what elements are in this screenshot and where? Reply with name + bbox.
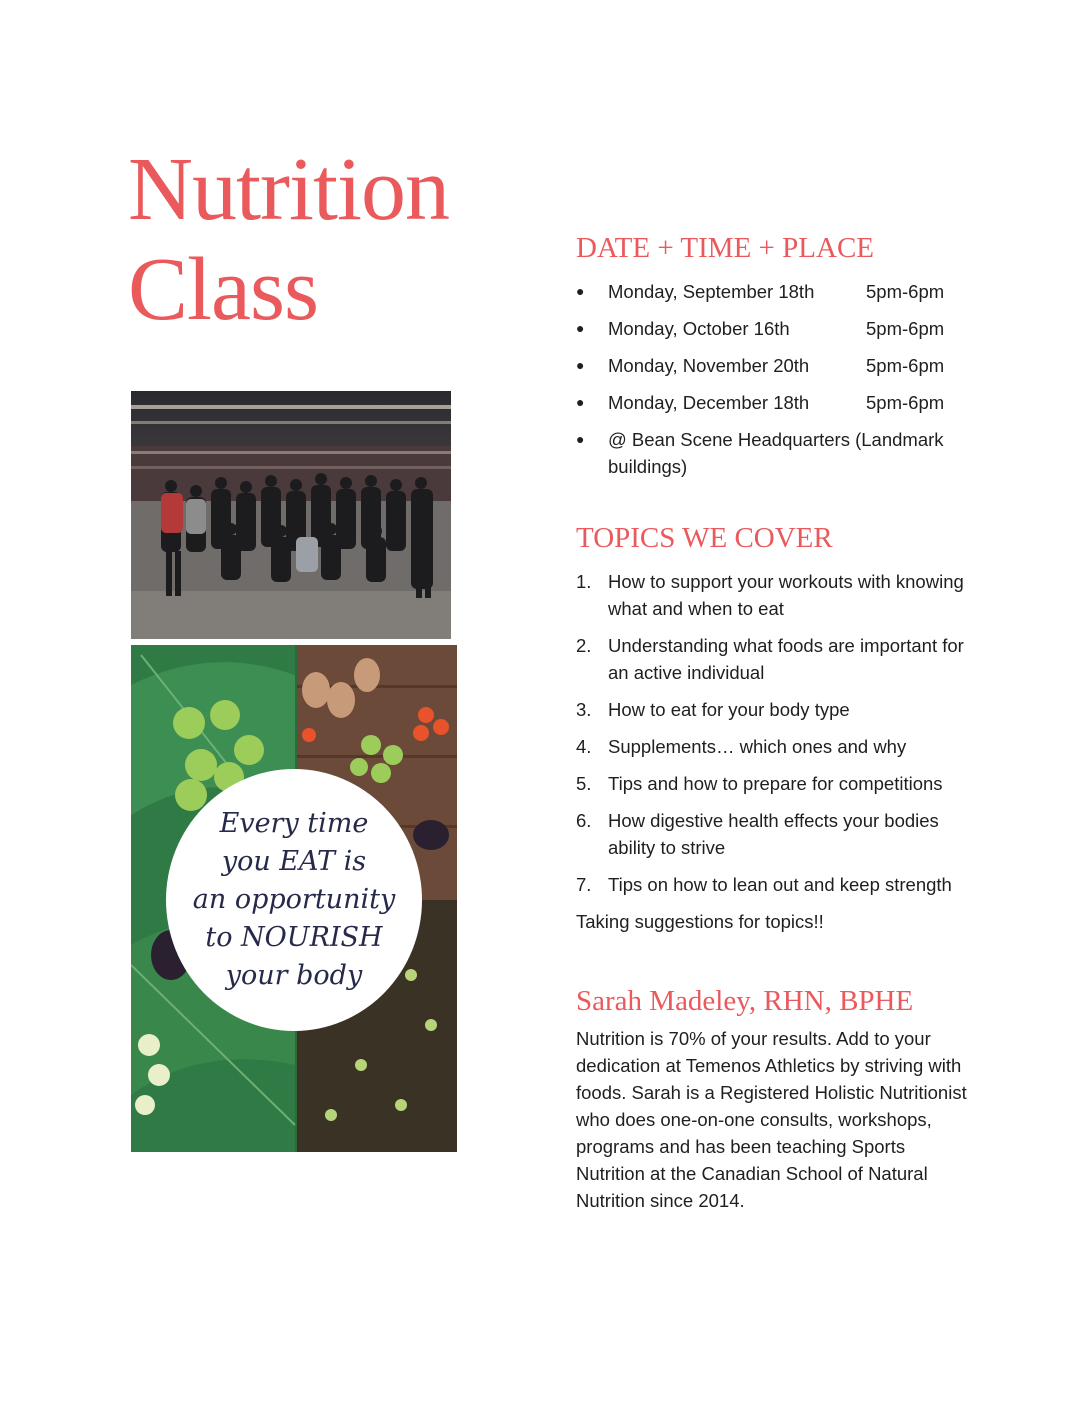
schedule-day: Monday, September 18th	[608, 281, 815, 302]
topic-text: Understanding what foods are important for an active individual	[608, 635, 964, 683]
topic-number: 2.	[576, 635, 592, 656]
bio-text: Nutrition is 70% of your results. Add to your dedication at Temenos Athletics by striving with foods. Sarah is a Registered Holistic Nutritionist who does one-on-one consults, workshops, programs and has been teaching Sports Nutrition at the Canadian School of Natural Nutrition since 2014.	[576, 1028, 967, 1211]
arena-group-image	[131, 391, 451, 639]
bullet-icon: ●	[576, 431, 585, 447]
schedule-time: 5pm-6pm	[866, 392, 945, 413]
topic-number: 7.	[576, 874, 592, 895]
bullet-icon: ●	[576, 283, 585, 299]
topics-footer: Taking suggestions for topics!!	[576, 911, 824, 932]
title-line-1: Nutrition	[128, 140, 449, 239]
topic-text: Supplements… which ones and why	[608, 736, 907, 757]
topic-text: Tips on how to lean out and keep strength	[608, 874, 952, 895]
topic-text: Tips and how to prepare for competitions	[608, 773, 943, 794]
topic-item	[576, 770, 976, 797]
schedule-item	[576, 315, 976, 342]
bullet-icon: ●	[576, 394, 585, 410]
topic-number: 6.	[576, 810, 592, 831]
page-title	[128, 140, 449, 340]
topic-number: 5.	[576, 773, 592, 794]
topic-text: How digestive health effects your bodies ability to strive	[608, 810, 939, 858]
topic-text: How to eat for your body type	[608, 699, 850, 720]
topic-item	[576, 696, 976, 723]
schedule-item	[576, 389, 976, 416]
location-text: @ Bean Scene Headquarters (Landmark buildings)	[608, 429, 944, 477]
topic-number: 3.	[576, 699, 592, 720]
schedule-day: Monday, November 20th	[608, 355, 810, 376]
schedule-time: 5pm-6pm	[866, 281, 945, 302]
topic-item	[576, 871, 976, 898]
topic-item	[576, 632, 976, 686]
topics-heading: TOPICS WE COVER	[576, 522, 833, 554]
bullet-icon: ●	[576, 357, 585, 373]
topic-item	[576, 807, 976, 861]
schedule-day: Monday, December 18th	[608, 392, 810, 413]
schedule-heading: DATE + TIME + PLACE	[576, 232, 875, 264]
bullet-icon: ●	[576, 320, 585, 336]
topic-item	[576, 568, 976, 622]
right-column	[576, 228, 976, 1214]
schedule-item	[576, 352, 976, 379]
topic-number: 4.	[576, 736, 592, 757]
schedule-time: 5pm-6pm	[866, 318, 945, 339]
topic-text: How to support your workouts with knowing what and when to eat	[608, 571, 964, 619]
schedule-list	[576, 278, 976, 480]
topic-number: 1.	[576, 571, 592, 592]
schedule-item	[576, 278, 976, 305]
bio-heading: Sarah Madeley, RHN, BPHE	[576, 985, 914, 1017]
topics-list	[576, 568, 976, 898]
quote-circle: Every time you EAT is an opportunity to NOURISH your body	[166, 769, 422, 1031]
schedule-location	[576, 426, 976, 480]
schedule-day: Monday, October 16th	[608, 318, 790, 339]
title-line-2: Class	[128, 240, 319, 339]
food-collage	[131, 645, 457, 1152]
group-photo	[131, 391, 451, 639]
schedule-time: 5pm-6pm	[866, 355, 945, 376]
topic-item	[576, 733, 976, 760]
